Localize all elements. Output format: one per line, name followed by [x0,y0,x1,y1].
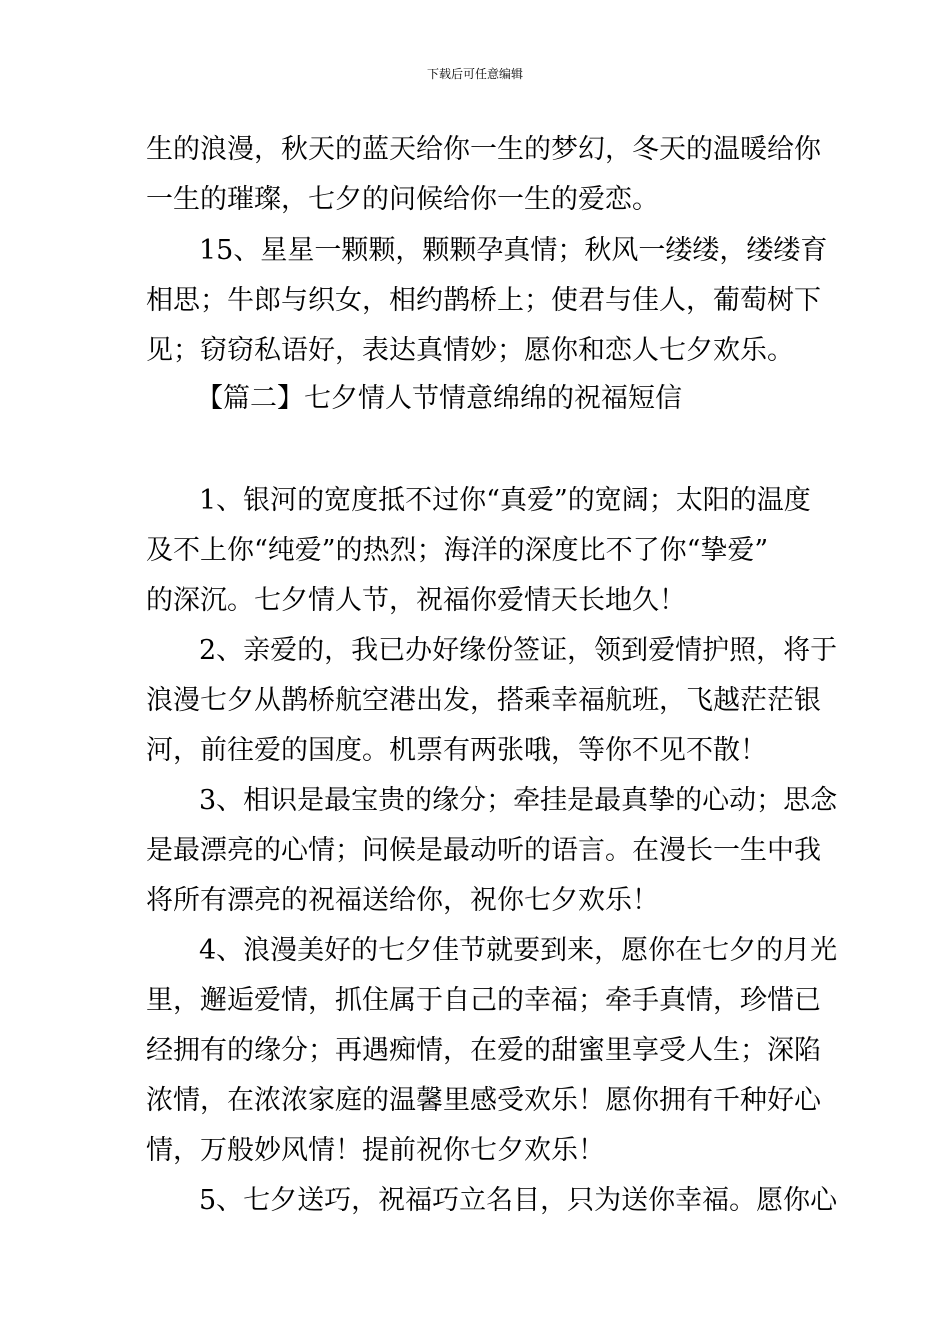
text-line: 1、银河的宽度抵不过你“真爱”的宽阔；太阳的温度 [199,485,811,516]
text-line: 2、亲爱的，我已办好缘份签证，领到爱情护照，将于 [199,635,838,666]
text-line: 河，前往爱的国度。机票有两张哦，等你不见不散！ [146,735,767,766]
text-line: 5、七夕送巧，祝福巧立名目，只为送你幸福。愿你心 [199,1185,838,1216]
text-line: 3、相识是最宝贵的缘分；牵挂是最真挚的心动；思念 [199,785,838,816]
text-line: 的深沉。七夕情人节，祝福你爱情天长地久！ [146,585,686,616]
text-line: 4、浪漫美好的七夕佳节就要到来，愿你在七夕的月光 [199,935,838,966]
text-line: 15、星星一颗颗，颗颗孕真情；秋风一缕缕，缕缕育 [199,235,828,266]
text-line: 经拥有的缘分；再遇痴情，在爱的甜蜜里享受人生；深陷 [146,1035,821,1066]
text-line: 将所有漂亮的祝福送给你，祝你七夕欢乐！ [146,885,659,916]
text-line: 里，邂逅爱情，抓住属于自己的幸福；牵手真情，珍惜已 [146,985,821,1016]
page-header: 下载后可任意编辑 [426,67,523,81]
text-line: 一生的璀璨，七夕的问候给你一生的爱恋。 [146,184,659,215]
text-line: 情，万般妙风情！提前祝你七夕欢乐！ [146,1135,605,1166]
text-line: 相思；牛郎与织女，相约鹊桥上；使君与佳人，葡萄树下 [146,285,821,316]
text-line: 及不上你“纯爱”的热烈；海洋的深度比不了你“挚爱” [146,535,769,566]
text-line: 浪漫七夕从鹊桥航空港出发，搭乘幸福航班，飞越茫茫银 [146,685,821,716]
text-line: 生的浪漫，秋天的蓝天给你一生的梦幻，冬天的温暖给你 [146,134,821,165]
text-line: 是最漂亮的心情；问候是最动听的语言。在漫长一生中我 [146,835,821,866]
section-heading: 【篇二】七夕情人节情意绵绵的祝福短信 [196,383,682,414]
text-line: 见；窃窃私语好，表达真情妙；愿你和恋人七夕欢乐。 [146,335,794,366]
text-line: 浓情，在浓浓家庭的温馨里感受欢乐！愿你拥有千种好心 [146,1085,821,1116]
